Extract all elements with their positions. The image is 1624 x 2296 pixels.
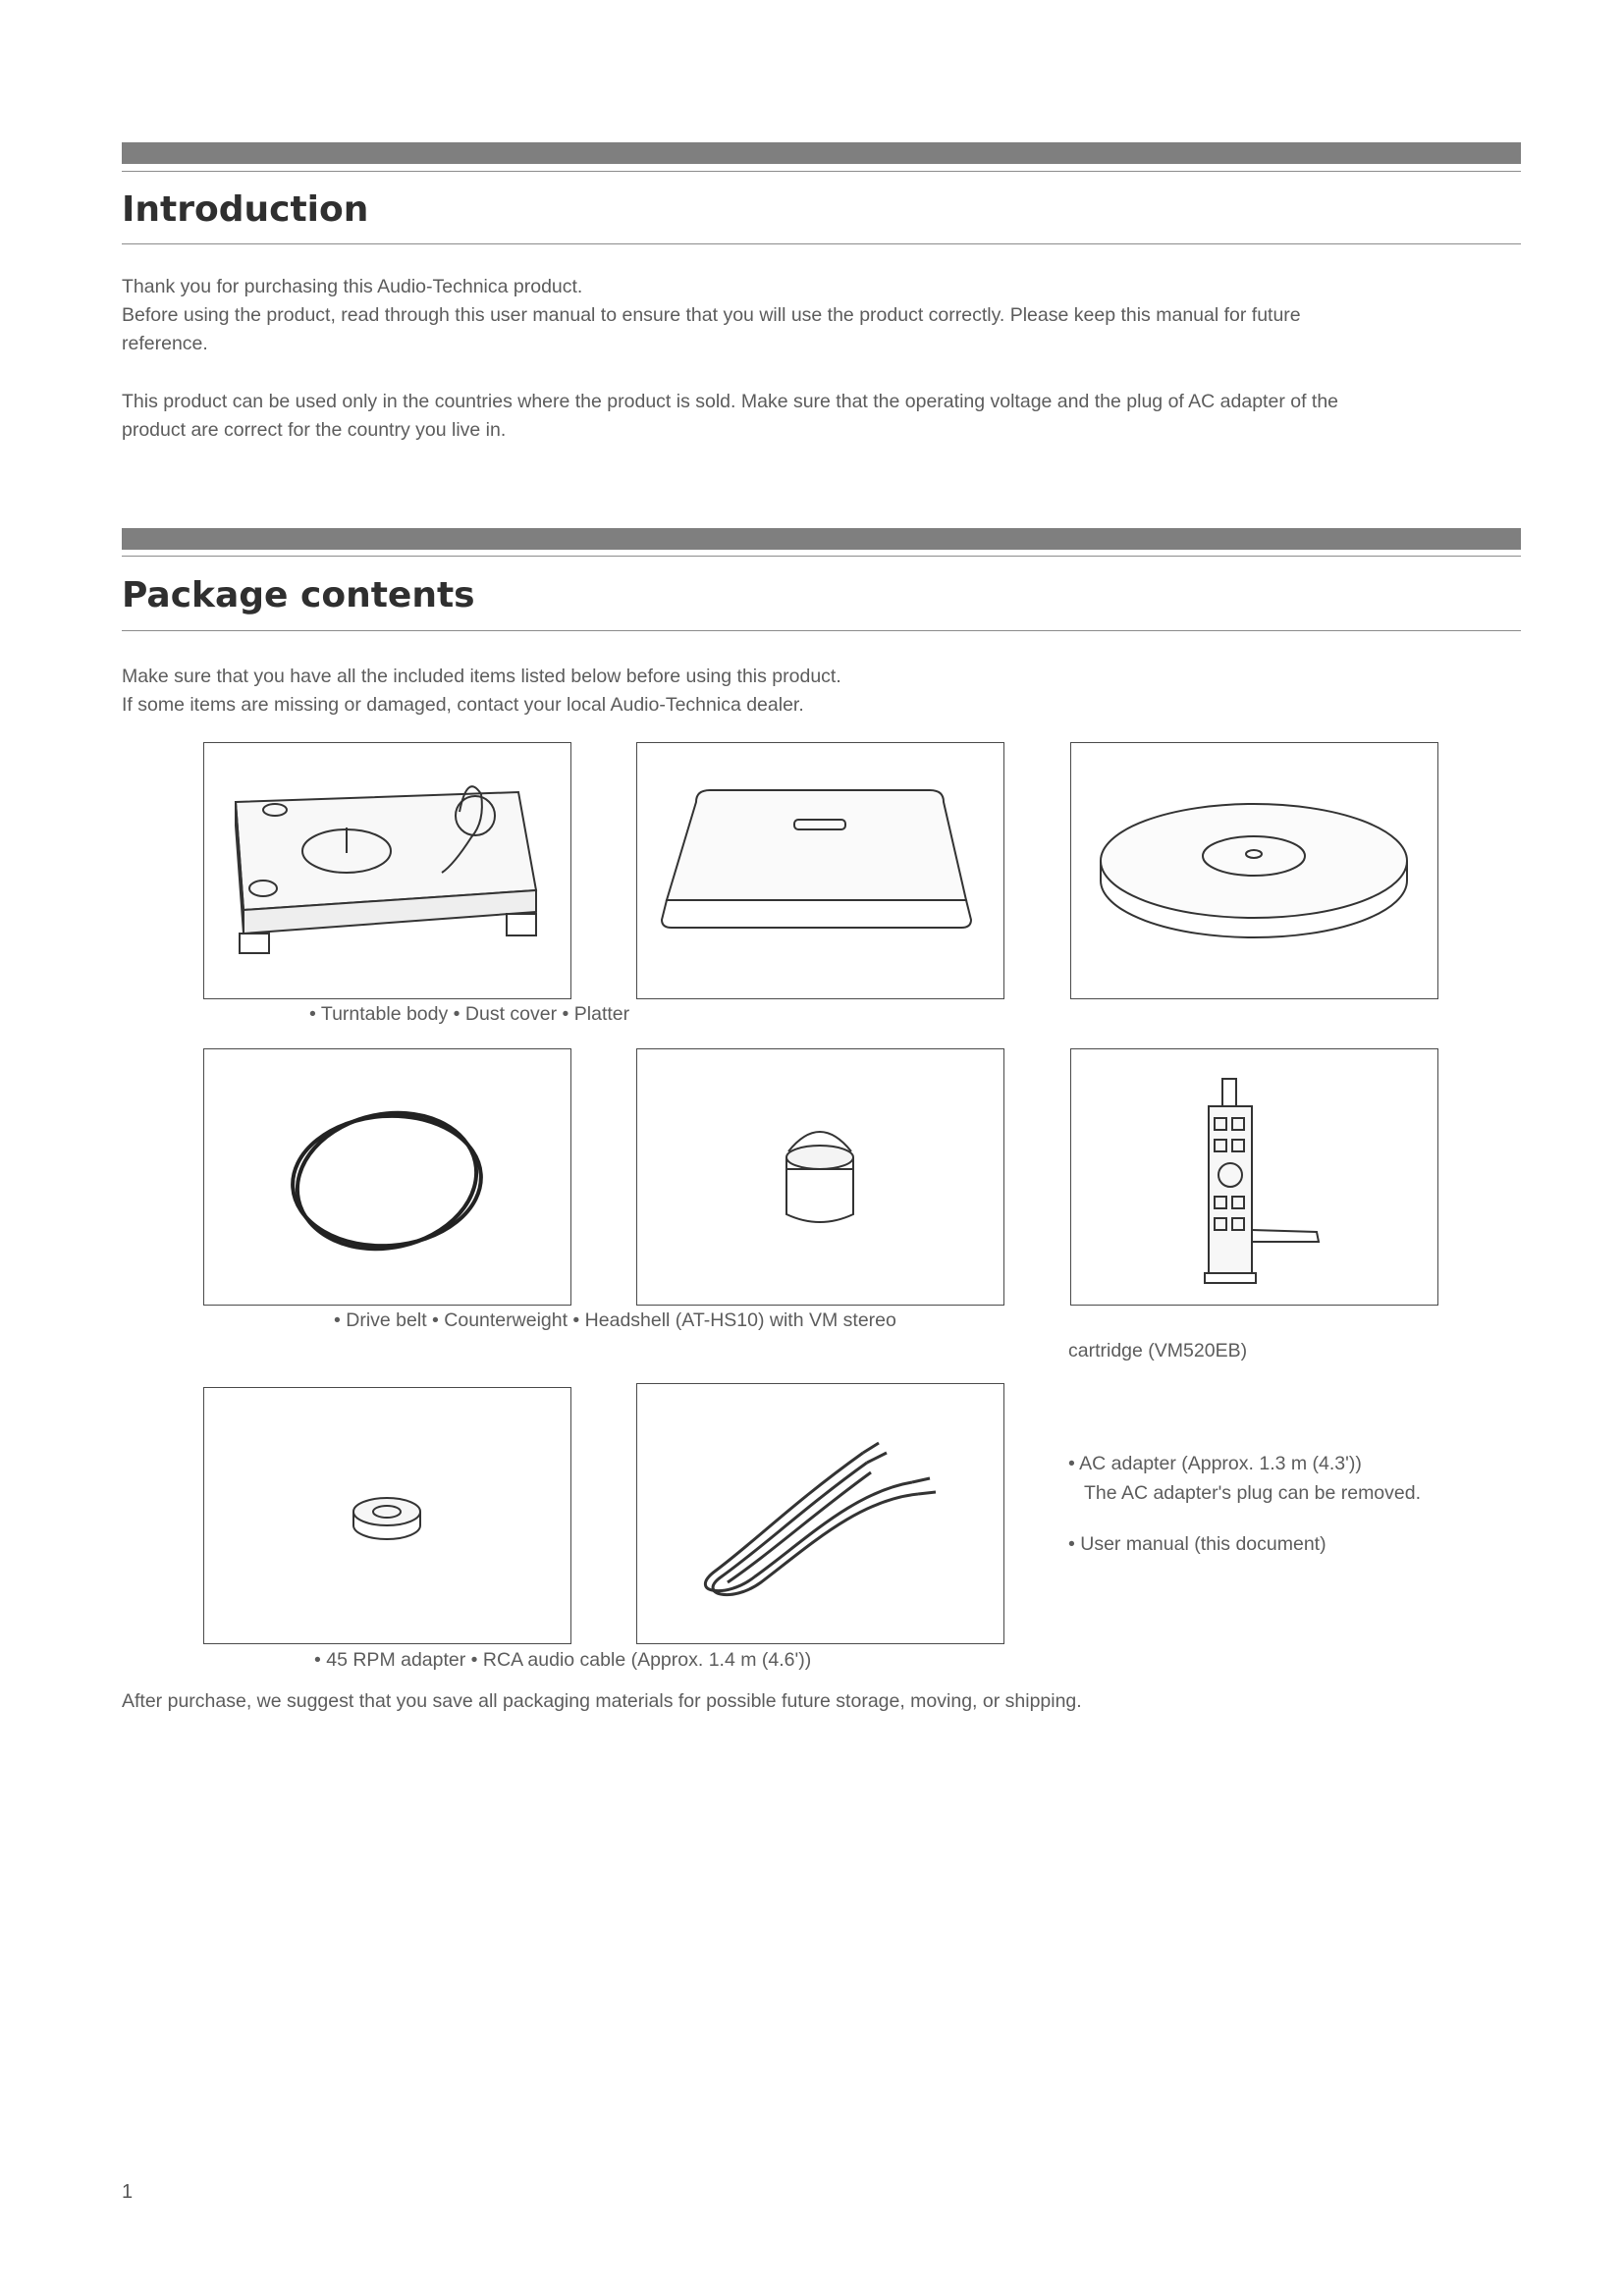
box-headshell (1070, 1048, 1438, 1306)
box-45rpm-adapter (203, 1387, 571, 1644)
drive-belt-icon (204, 1049, 569, 1304)
section-bar-package (122, 528, 1521, 550)
intro-line: Before using the product, read through this user manual to ensure that you will use the product correctly. Please keep this manual for future (122, 304, 1301, 326)
user-manual-item (1068, 1529, 1326, 1559)
box-counterweight (636, 1048, 1004, 1306)
ac-adapter-note: The AC adapter's plug can be removed. (1084, 1482, 1422, 1504)
ac-adapter-label: • AC adapter (Approx. 1.3 m (4.3')) (1068, 1453, 1362, 1474)
rpm-adapter-icon (204, 1388, 569, 1642)
user-manual-label: • User manual (this document) (1068, 1533, 1326, 1555)
section-rule-top-introduction (122, 171, 1521, 172)
section-rule-bottom-package (122, 630, 1521, 631)
box-rca-cable (636, 1383, 1004, 1644)
caption-row-1: • Turntable body • Dust cover • Platter (309, 1003, 630, 1025)
dust-cover-icon (637, 743, 1002, 997)
intro-line: product are correct for the country you live in. (122, 419, 507, 441)
turntable-body-icon (204, 743, 569, 997)
platter-icon (1071, 743, 1436, 997)
intro-paragraph-1 (122, 273, 1521, 358)
box-dust-cover (636, 742, 1004, 999)
intro-paragraph-2 (122, 388, 1521, 445)
box-drive-belt (203, 1048, 571, 1306)
heading-introduction: Introduction (122, 189, 369, 230)
ac-adapter-item (1068, 1449, 1421, 1508)
page-number: 1 (122, 2181, 134, 2203)
caption-row-2: • Drive belt • Counterweight • Headshell (AT-HS10) with VM stereo (334, 1309, 896, 1331)
package-line: Make sure that you have all the included items listed below before using this product. (122, 666, 841, 687)
section-rule-bottom-introduction (122, 243, 1521, 244)
box-platter (1070, 742, 1438, 999)
rca-cable-icon (637, 1384, 1002, 1642)
intro-line: reference. (122, 333, 208, 354)
caption-row-3: • 45 RPM adapter • RCA audio cable (Approx. 1.4 m (4.6')) (314, 1649, 812, 1671)
headshell-cartridge-icon (1071, 1049, 1436, 1304)
heading-package-contents: Package contents (122, 575, 475, 615)
section-rule-top-package (122, 556, 1521, 557)
intro-line: This product can be used only in the countries where the product is sold. Make sure that the operating voltage and the plug of AC adapter of the (122, 391, 1339, 412)
caption-row-2-continued: cartridge (VM520EB) (1068, 1340, 1248, 1362)
packaging-note: After purchase, we suggest that you save all packaging materials for possible future storage, moving, or shipping. (122, 1690, 1082, 1712)
counterweight-icon (637, 1049, 1002, 1304)
section-bar-introduction (122, 142, 1521, 164)
box-turntable-body (203, 742, 571, 999)
intro-line: Thank you for purchasing this Audio-Technica product. (122, 276, 583, 297)
package-paragraph (122, 663, 1521, 720)
package-line: If some items are missing or damaged, contact your local Audio-Technica dealer. (122, 694, 804, 716)
